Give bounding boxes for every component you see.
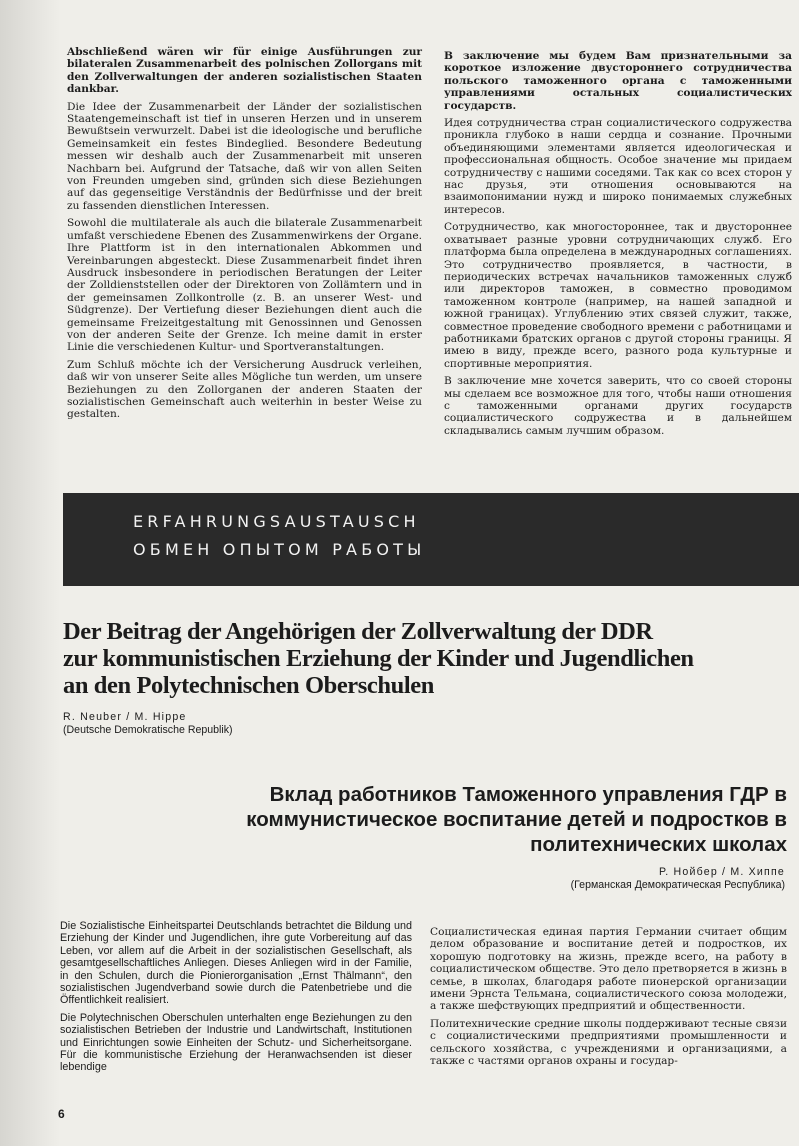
section-heading-russian: ОБМЕН ОПЫТОМ РАБОТЫ	[133, 540, 426, 559]
german-interview-question: Abschließend wären wir für einige Ausführungen zur bilateralen Zusammenarbeit des polnischen Zollorgans mit den Zollverwaltungen der anderen sozialistischen Staaten dankbar.	[67, 46, 422, 96]
title-line: an den Polytechnischen Oberschulen	[63, 672, 434, 699]
section-banner	[63, 493, 799, 586]
russian-column-top	[444, 50, 792, 442]
author-country: (Deutsche Demokratische Republik)	[63, 724, 233, 736]
german-paragraph: Die Sozialistische Einheitspartei Deutschlands betrachtet die Bildung und Erziehung der Kinder und Jugendlichen, ihre gute Vorbereitung auf das Leben, vor allem auf die Arbeit in der sozialistischen Gesellschaft, als gesamtgesellschaftliches Anliegen. Dieses Anliegen wird in der Familie, in den Schulen, durch die Pionierorganisation „Ernst Thälmann“, den sozialistischen Jugendverband sowie durch die Patenbetriebe und die Öffentlichkeit realisiert.	[60, 920, 412, 1007]
german-paragraph: Die Idee der Zusammenarbeit der Länder der sozialistischen Staatengemeinschaft ist tief in unseren Herzen und in unserem Bewußtsein verwurzelt. Dabei ist die ideologische und berufliche Gemeinsamkeit ein festes Bindeglied. Besondere Bedeutung messen wir deshalb auch der Zusammenarbeit mit unseren Nachbarn bei. Aufgrund der Tatsache, daß wir von allen Seiten von Freunden umgeben sind, gründen sich diese Beziehungen auf das gegenseitige Verständnis der Bedürfnisse und der breit zu fassenden dienstlichen Interessen.	[67, 100, 422, 212]
german-paragraph: Zum Schluß möchte ich der Versicherung Ausdruck verleihen, daß wir von unserer Seite alles Mögliche tun werden, um unsere Beziehungen zu den Zollorganen der anderen Staaten der sozialistischen Gemeinschaft auch weiterhin in bester Weise zu gestalten.	[67, 358, 422, 421]
page-edge-shadow	[0, 0, 60, 1146]
section-heading-german: ERFAHRUNGSAUSTAUSCH	[133, 512, 420, 531]
russian-column-bottom	[430, 926, 787, 1072]
title-line: zur kommunistischen Erziehung der Kinder und Jugendlichen	[63, 645, 694, 672]
author-names: Р. Нойбер / М. Хиппе	[658, 866, 785, 878]
russian-paragraph: Сотрудничество, как многостороннее, так и двустороннее охватывает разные уровни сотрудничающих служб. Его платформа была определена в международных соглашениях. Это сотрудничество проявляется, в частности, в периодических встречах начальников таможенных служб или директоров таможен, в совместно проводимом таможенном контроле (например, на нашей западной и южной границах). Углублению этих связей служит, также, совместное проведение свободного времени с работницами и работниками братских органов с другой стороны границы. Я имею в виду, прежде всего, разного рода культурные и спортивные мероприятия.	[444, 221, 792, 370]
german-column-bottom	[60, 920, 412, 1079]
author-country: (Германская Демократическая Республика)	[570, 879, 785, 891]
russian-paragraph: В заключение мне хочется заверить, что со своей стороны мы сделаем все возможное для того, чтобы наши отношения с таможенными органами других государств социалистического содружества и в дальнейшем складывались самым лучшим образом.	[444, 375, 792, 437]
german-paragraph: Sowohl die multilaterale als auch die bilaterale Zusammenarbeit umfaßt verschiedene Ebenen des Zusammenwirkens der Organe. Ihre Plattform ist in den internationalen Abkommen und Vereinbarungen abgesteckt. Diese Zusammenarbeit findet ihren Ausdruck insbesondere in periodischen Beratungen der Leiter der Zolldienststellen oder der Direktoren von Zollämtern und in der gemeinsamen Zollkontrolle (z. B. an unserer West- und Südgrenze). Der Vertiefung dieser Beziehungen dient auch die gemeinsame Freizeitgestaltung mit Genossinnen und Genossen von der anderen Seite der Grenze. Ich meine damit in erster Linie die verschiedenen Kultur- und Sportveranstaltungen.	[67, 217, 422, 354]
byline-russian	[571, 866, 785, 892]
german-paragraph: Die Polytechnischen Oberschulen unterhalten enge Beziehungen zu den sozialistischen Betrieben der Industrie und Landwirtschaft, Institutionen und Einrichtungen sowie Einheiten der Schutz- und Sicherheitsorgane. Für die kommunistische Erziehung der Heranwachsenden ist dieser lebendige	[60, 1011, 412, 1074]
russian-interview-question: В заключение мы будем Вам признательными за короткое изложение двустороннего сотрудничества польского таможенного органа с таможенными управлениями остальных социалистических государств.	[444, 50, 792, 112]
german-column-top	[67, 46, 422, 426]
russian-paragraph: Идея сотрудничества стран социалистического содружества проникла глубоко в наши сердца и сознание. Прочными объединяющими элементами является идеологическая и профессиональная общность. Особое значение мы придаем сотрудничеству с нашими соседями. Так как со всех сторон у нас друзья, эти отношения основываются на взаимопонимании нужд и широко понимаемых служебных интересов.	[444, 117, 792, 216]
article-title-russian	[87, 782, 787, 857]
byline-german	[63, 711, 233, 737]
article-title-german	[63, 618, 763, 699]
page-number: 6	[58, 1107, 65, 1121]
author-names: R. Neuber / M. Hippe	[63, 711, 187, 723]
title-line: Der Beitrag der Angehörigen der Zollverwaltung der DDR	[63, 618, 653, 645]
russian-paragraph: Социалистическая единая партия Германии считает общим делом образование и воспитание детей и подростков, их хорошую подготовку на жизнь, прежде всего, на работу в социалистическом обществе. Это дело претворяется в жизнь в семье, в школах, благодаря работе пионерской организации имени Эрнста Тельмана, социалистического союза молодежи, а также шефствующих предприятий и общественности.	[430, 926, 787, 1013]
title-line: коммунистическое воспитание детей и подростков в	[246, 808, 787, 831]
title-line: Вклад работников Таможенного управления ГДР в	[269, 783, 787, 806]
russian-paragraph: Политехнические средние школы поддерживают тесные связи с социалистическими предприятиями промышленности и сельского хозяйства, с учреждениями и организациями, а также с частями органов охраны и государ-	[430, 1017, 787, 1068]
title-line: политехнических школах	[530, 833, 787, 856]
